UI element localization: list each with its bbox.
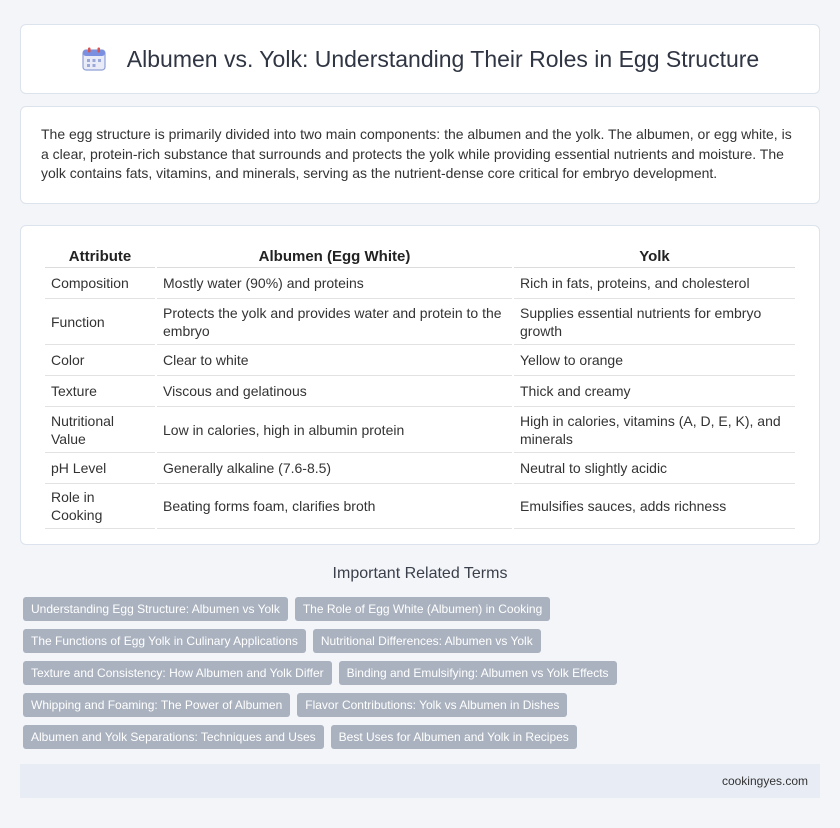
- cell-albumen: Clear to white: [157, 345, 512, 376]
- tag-row: [23, 661, 823, 685]
- cell-attribute: pH Level: [45, 453, 155, 484]
- cell-yolk: High in calories, vitamins (A, D, E, K), and minerals: [514, 407, 795, 453]
- cell-albumen: Low in calories, high in albumin protein: [157, 407, 512, 453]
- page-title-wrap: [81, 46, 759, 73]
- cell-yolk: Rich in fats, proteins, and cholesterol: [514, 268, 795, 299]
- cell-attribute: Texture: [45, 376, 155, 407]
- cell-albumen: Protects the yolk and provides water and protein to the embryo: [157, 299, 512, 345]
- comparison-table: [43, 246, 797, 529]
- related-tag[interactable]: Understanding Egg Structure: Albumen vs Yolk: [23, 597, 288, 621]
- related-tag[interactable]: Flavor Contributions: Yolk vs Albumen in Dishes: [297, 693, 567, 717]
- tag-row: [23, 629, 823, 653]
- footer-site-link[interactable]: cookingyes.com: [721, 774, 808, 788]
- cell-yolk: Yellow to orange: [514, 345, 795, 376]
- related-tag[interactable]: Nutritional Differences: Albumen vs Yolk: [313, 629, 541, 653]
- related-terms-tags: [23, 597, 823, 757]
- related-tag[interactable]: Albumen and Yolk Separations: Techniques and Uses: [23, 725, 324, 749]
- table-row: [45, 299, 795, 345]
- tag-row: [23, 597, 823, 621]
- tag-row: [23, 693, 823, 717]
- header-card: [20, 24, 820, 94]
- header-attribute: Attribute: [45, 246, 155, 268]
- cell-yolk: Emulsifies sauces, adds richness: [514, 484, 795, 529]
- table-row: [45, 376, 795, 407]
- related-tag[interactable]: Whipping and Foaming: The Power of Albumen: [23, 693, 290, 717]
- tag-row: [23, 725, 823, 749]
- cell-attribute: Color: [45, 345, 155, 376]
- table-header-row: [45, 246, 795, 268]
- header-albumen: Albumen (Egg White): [157, 246, 512, 268]
- header-yolk: Yolk: [514, 246, 795, 268]
- table-row: [45, 407, 795, 453]
- cell-attribute: Function: [45, 299, 155, 345]
- table-row: [45, 484, 795, 529]
- intro-text: The egg structure is primarily divided into two main components: the albumen and the yolk. The albumen, or egg white, is a clear, protein-rich substance that surrounds and protects the yolk while providing essential nutrients and moisture. The yolk contains fats, vitamins, and minerals, serving as the nutrient-dense core critical for embryo development.: [41, 126, 792, 181]
- footer: [20, 764, 820, 798]
- cell-albumen: Viscous and gelatinous: [157, 376, 512, 407]
- cell-attribute: Role in Cooking: [45, 484, 155, 529]
- related-tag[interactable]: The Role of Egg White (Albumen) in Cooking: [295, 597, 550, 621]
- table-row: [45, 268, 795, 299]
- cell-albumen: Beating forms foam, clarifies broth: [157, 484, 512, 529]
- cell-attribute: Composition: [45, 268, 155, 299]
- comparison-table-card: [20, 225, 820, 545]
- table-row: [45, 345, 795, 376]
- cell-yolk: Supplies essential nutrients for embryo growth: [514, 299, 795, 345]
- table-row: [45, 453, 795, 484]
- related-terms-title: Important Related Terms: [332, 565, 508, 582]
- cell-yolk: Neutral to slightly acidic: [514, 453, 795, 484]
- cell-albumen: Generally alkaline (7.6-8.5): [157, 453, 512, 484]
- related-tag[interactable]: Best Uses for Albumen and Yolk in Recipes: [331, 725, 577, 749]
- cell-yolk: Thick and creamy: [514, 376, 795, 407]
- cell-attribute: Nutritional Value: [45, 407, 155, 453]
- related-tag[interactable]: The Functions of Egg Yolk in Culinary Applications: [23, 629, 306, 653]
- cell-albumen: Mostly water (90%) and proteins: [157, 268, 512, 299]
- related-tag[interactable]: Binding and Emulsifying: Albumen vs Yolk Effects: [339, 661, 617, 685]
- page-title: Albumen vs. Yolk: Understanding Their Roles in Egg Structure: [126, 45, 760, 72]
- intro-card: [20, 106, 820, 204]
- calendar-icon: [81, 46, 107, 72]
- related-tag[interactable]: Texture and Consistency: How Albumen and Yolk Differ: [23, 661, 332, 685]
